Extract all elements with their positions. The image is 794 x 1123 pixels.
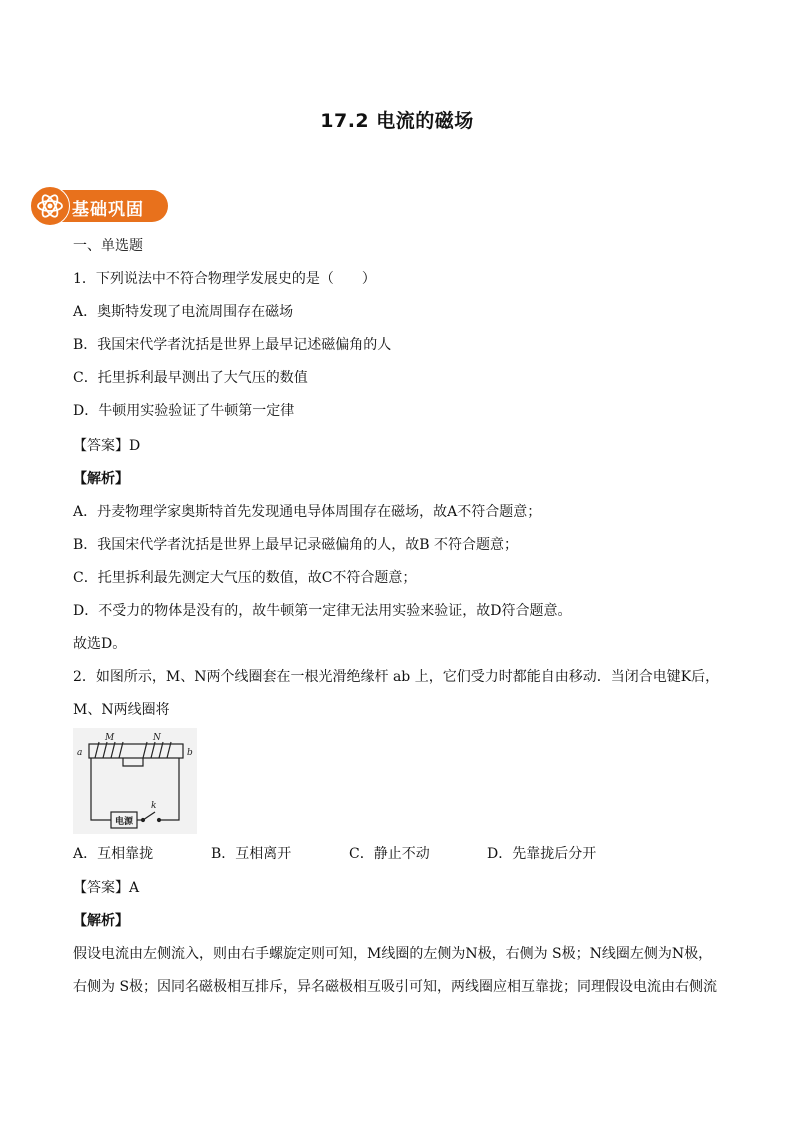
figure-label-n: N: [153, 733, 161, 743]
figure-label-k: k: [151, 801, 157, 811]
q1-option-b: B．我国宋代学者沈括是世界上最早记述磁偏角的人: [73, 337, 392, 353]
badge-label: 基础巩固: [72, 200, 144, 220]
q1-option-d: D．牛顿用实验验证了牛顿第一定律: [73, 403, 295, 419]
q2-stem-line1: 2．如图所示，M、N两个线圈套在一根光滑绝缘杆 ab 上，它们受力时都能自由移动．当闭合电键K后，: [73, 669, 720, 685]
atom-icon: [35, 191, 65, 221]
figure-label-b: b: [187, 748, 193, 758]
q2-option-d: D．先靠拢后分开: [487, 846, 597, 862]
q2-option-a: A．互相靠拢: [73, 846, 154, 862]
page-title: 17.2 电流的磁场: [320, 110, 474, 132]
q1-option-c: C．托里拆利最早测出了大气压的数值: [73, 370, 308, 386]
q1-analysis-c: C．托里拆利最先测定大气压的数值，故C不符合题意；: [73, 570, 417, 586]
q2-analysis-label: 【解析】: [73, 913, 129, 929]
q2-circuit-figure: [73, 728, 197, 834]
q1-analysis-b: B．我国宋代学者沈括是世界上最早记录磁偏角的人，故B 不符合题意；: [73, 537, 519, 553]
q2-option-b: B．互相离开: [211, 846, 292, 862]
figure-label-a: a: [77, 748, 83, 758]
section-badge: [30, 186, 170, 226]
q1-analysis-a: A．丹麦物理学家奥斯特首先发现通电导体周围存在磁场，故A不符合题意；: [73, 504, 542, 520]
q2-stem-line2: M、N两线圈将: [73, 702, 170, 718]
q1-analysis-d: D．不受力的物体是没有的，故牛顿第一定律无法用实验来验证，故D符合题意。: [73, 603, 572, 619]
q2-option-c: C．静止不动: [349, 846, 430, 862]
figure-label-m: M: [105, 733, 115, 743]
q1-option-a: A．奥斯特发现了电流周围存在磁场: [73, 304, 294, 320]
q1-answer: 【答案】D: [73, 438, 141, 454]
q1-analysis-label: 【解析】: [73, 471, 129, 487]
q2-answer: 【答案】A: [73, 880, 140, 896]
q1-stem: 1．下列说法中不符合物理学发展史的是（ ）: [73, 271, 376, 287]
badge-circle: [30, 186, 70, 226]
figure-label-source: 电源: [115, 817, 134, 827]
q1-conclusion: 故选D。: [73, 636, 127, 652]
q2-analysis-line1: 假设电流由左侧流入，则由右手螺旋定则可知，M线圈的左侧为N极，右侧为 S极；N线圈左侧为N极，: [73, 946, 713, 962]
section-heading: 一、单选题: [73, 238, 143, 254]
q2-analysis-line2: 右侧为 S极；因同名磁极相互排斥，异名磁极相互吸引可知，两线圈应相互靠拢；同理假设电流由右侧流: [73, 979, 718, 995]
